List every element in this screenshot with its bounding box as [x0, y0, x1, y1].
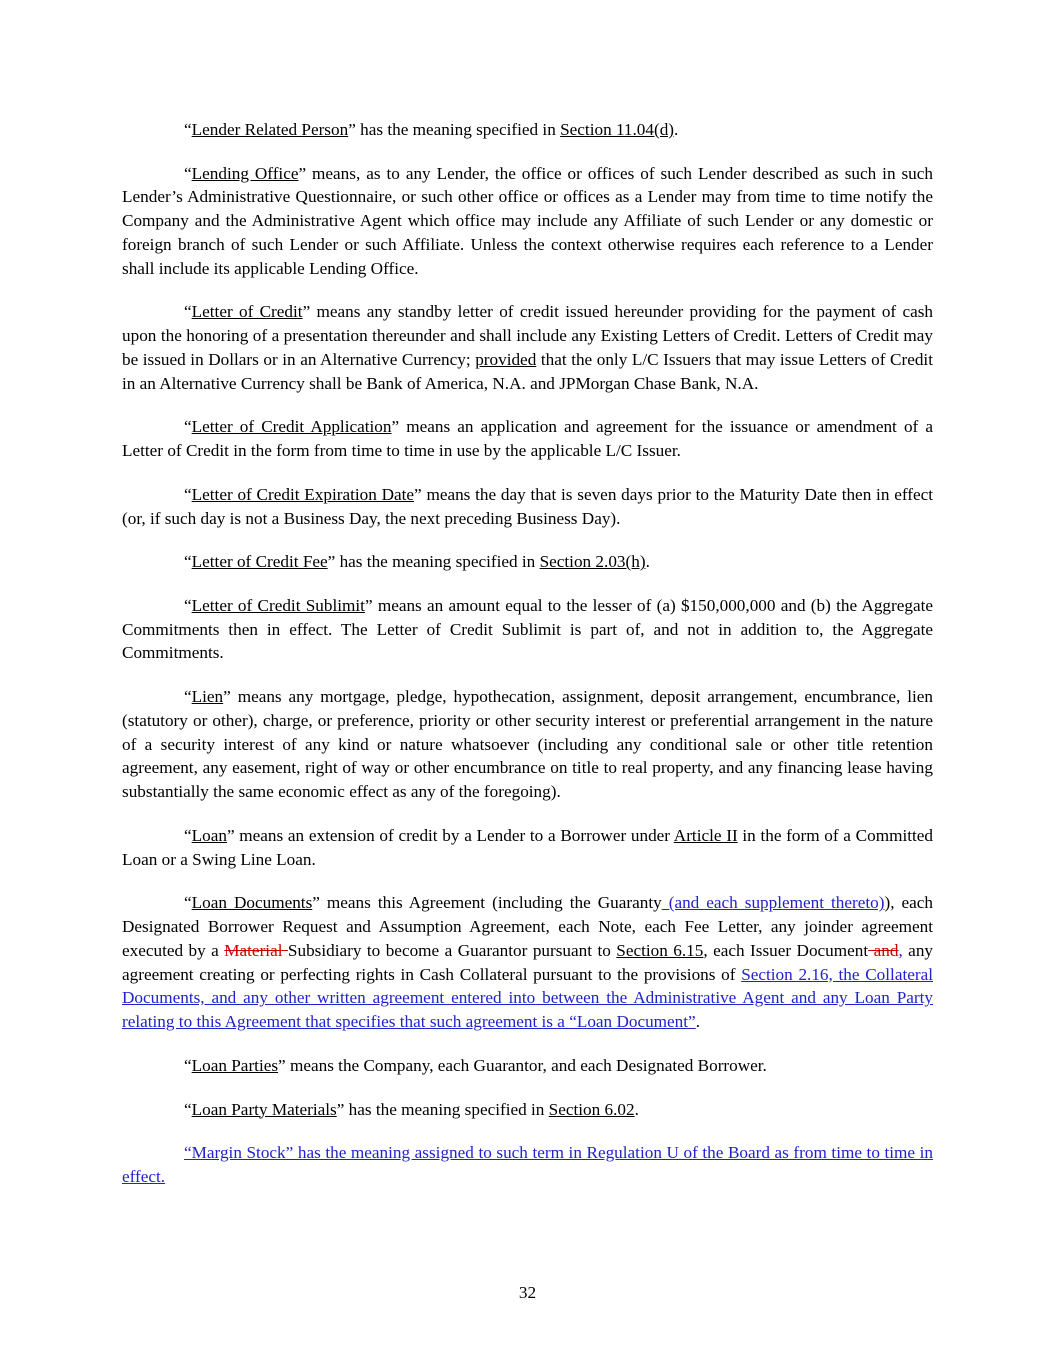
defined-term: Lending Office — [191, 163, 299, 183]
defined-term: Letter of Credit Sublimit — [191, 596, 365, 616]
document-body — [122, 118, 933, 1189]
defined-term: Article II — [673, 825, 738, 845]
defined-term: Letter of Credit Expiration Date — [191, 484, 415, 504]
text-run: “ — [184, 687, 192, 707]
defined-term: Letter of Credit — [191, 302, 303, 322]
defined-term: Section 2.03(h) — [539, 552, 646, 572]
text-run: ” means the day that is seven days prior to the Maturity Date then in effect (or, if such day is not a Business Day, the next preceding Business Day). — [122, 484, 933, 528]
paragraph-margin-stock — [122, 1141, 933, 1188]
text-run: any agreement creating or perfecting rights in Cash Collateral pursuant to the provisions of — [122, 940, 934, 984]
text-run: . — [695, 1012, 700, 1032]
text-run: “ — [184, 596, 192, 616]
insertion-markup: (and each supplement thereto) — [661, 893, 885, 913]
text-run: “ — [184, 163, 192, 183]
text-run: “ — [184, 120, 192, 139]
defined-term: Lender Related Person — [191, 120, 349, 139]
defined-term: Lien — [191, 687, 224, 707]
text-run: “ — [184, 417, 192, 437]
text-run: “ — [184, 893, 192, 913]
text-run: in the form of a Committed Loan or a Swing Line Loan. — [122, 825, 933, 869]
text-run: that the only L/C Issuers that may issue Letters of Credit in an Alternative Currency shall be Bank of America, N.A. and JPMorgan Chase Bank, N.A. — [122, 349, 933, 393]
text-run: “ — [184, 1055, 192, 1075]
text-run: “ — [184, 484, 192, 504]
text-run: “ — [184, 1099, 192, 1119]
text-run: ), each Designated Borrower Request and Assumption Agreement, each Note, each Fee Letter, any joinder agreement executed by a — [122, 893, 933, 960]
paragraph-lender-related-person — [122, 118, 933, 142]
defined-term: Section 6.15 — [616, 940, 704, 960]
paragraph-letter-of-credit-sublimit — [122, 594, 933, 665]
text-run: ” means any mortgage, pledge, hypothecation, assignment, deposit arrangement, encumbrance, lien (statutory or other), charge, or preference, priority or other security interest or preferential arrangement in the nature of a security interest of any kind or nature whatsoever (including any conditional sale or other title retention agreement, any easement, right of way or other encumbrance on title to real property, and any financing lease having substantially the same economic effect as any of the foregoing). — [122, 687, 933, 802]
insertion-markup: , — [898, 940, 903, 960]
paragraph-loan-documents — [122, 891, 933, 1033]
text-run: . — [674, 120, 679, 139]
paragraph-lending-office — [122, 162, 933, 281]
insertion-markup: Section 2.16, the Collateral Documents, and any other written agreement entered into between the Administrative Agent and any Loan Party relating to this Agreement that specifies that such agreement is a “Loan Document” — [122, 964, 933, 1032]
text-run: ” means an extension of credit by a Lender to a Borrower under — [226, 825, 674, 845]
text-run: ” has the meaning specified in — [336, 1099, 549, 1119]
text-run: . — [645, 552, 650, 572]
defined-term: Loan — [191, 825, 227, 845]
text-run: , each Issuer Document — [703, 940, 869, 960]
paragraph-letter-of-credit — [122, 300, 933, 395]
defined-term: Section 11.04(d) — [560, 120, 675, 139]
text-run: Subsidiary to become a Guarantor pursuant to — [287, 940, 617, 960]
text-run: ” means an amount equal to the lesser of (a) $150,000,000 and (b) the Aggregate Commitments then in effect. The Letter of Credit Sublimit is part of, and not in addition to, the Aggregate Commitments. — [122, 596, 933, 663]
defined-term: provided — [475, 349, 537, 369]
text-run: ” means any standby letter of credit issued hereunder providing for the payment of cash upon the honoring of a presentation thereunder and shall include any Existing Letters of Credit. Letters of Credit may be issued in Dollars or in an Alternative Currency; — [122, 302, 933, 369]
text-run: ” means, as to any Lender, the office or offices of such Lender described as such in such Lender’s Administrative Questionnaire, or such other office or offices as a Lender may from time to time notify the Company and the Administrative Agent which office may include any Affiliate of such Lender or any domestic or foreign branch of such Lender or such Affiliate. Unless the context otherwise requires each reference to a Lender shall include its applicable Lending Office. — [122, 163, 934, 278]
paragraph-loan — [122, 824, 933, 871]
paragraph-loan-parties — [122, 1054, 933, 1078]
text-run: ” means the Company, each Guarantor, and each Designated Borrower. — [278, 1055, 767, 1075]
defined-term: Loan Party Materials — [191, 1099, 337, 1119]
insertion-markup: “Margin Stock” has the meaning assigned to such term in Regulation U of the Board as from time to time in effect. — [122, 1143, 933, 1186]
text-run: ” means this Agreement (including the Guaranty — [312, 893, 662, 913]
text-run: ” means an application and agreement for the issuance or amendment of a Letter of Credit in the form from time to time in use by the applicable L/C Issuer. — [122, 417, 934, 461]
text-run: “ — [184, 552, 192, 572]
paragraph-letter-of-credit-application — [122, 415, 933, 462]
text-run: “ — [184, 825, 192, 845]
paragraph-loan-party-materials — [122, 1098, 933, 1122]
text-run: ” has the meaning specified in — [327, 552, 540, 572]
defined-term: Section 6.02 — [548, 1099, 635, 1119]
deletion-markup: and — [868, 940, 899, 960]
paragraph-letter-of-credit-fee — [122, 550, 933, 574]
paragraph-letter-of-credit-expiration-date — [122, 483, 933, 530]
defined-term: Loan Documents — [191, 893, 313, 913]
text-run: “ — [184, 302, 192, 322]
page-number: 32 — [518, 1283, 537, 1302]
defined-term: Letter of Credit Application — [191, 417, 392, 437]
defined-term: Loan Parties — [191, 1055, 279, 1075]
defined-term: Letter of Credit Fee — [191, 552, 328, 572]
text-run: . — [634, 1099, 639, 1119]
paragraph-lien — [122, 685, 933, 804]
text-run: ” has the meaning specified in — [348, 120, 561, 139]
deletion-markup: Material — [224, 940, 288, 960]
